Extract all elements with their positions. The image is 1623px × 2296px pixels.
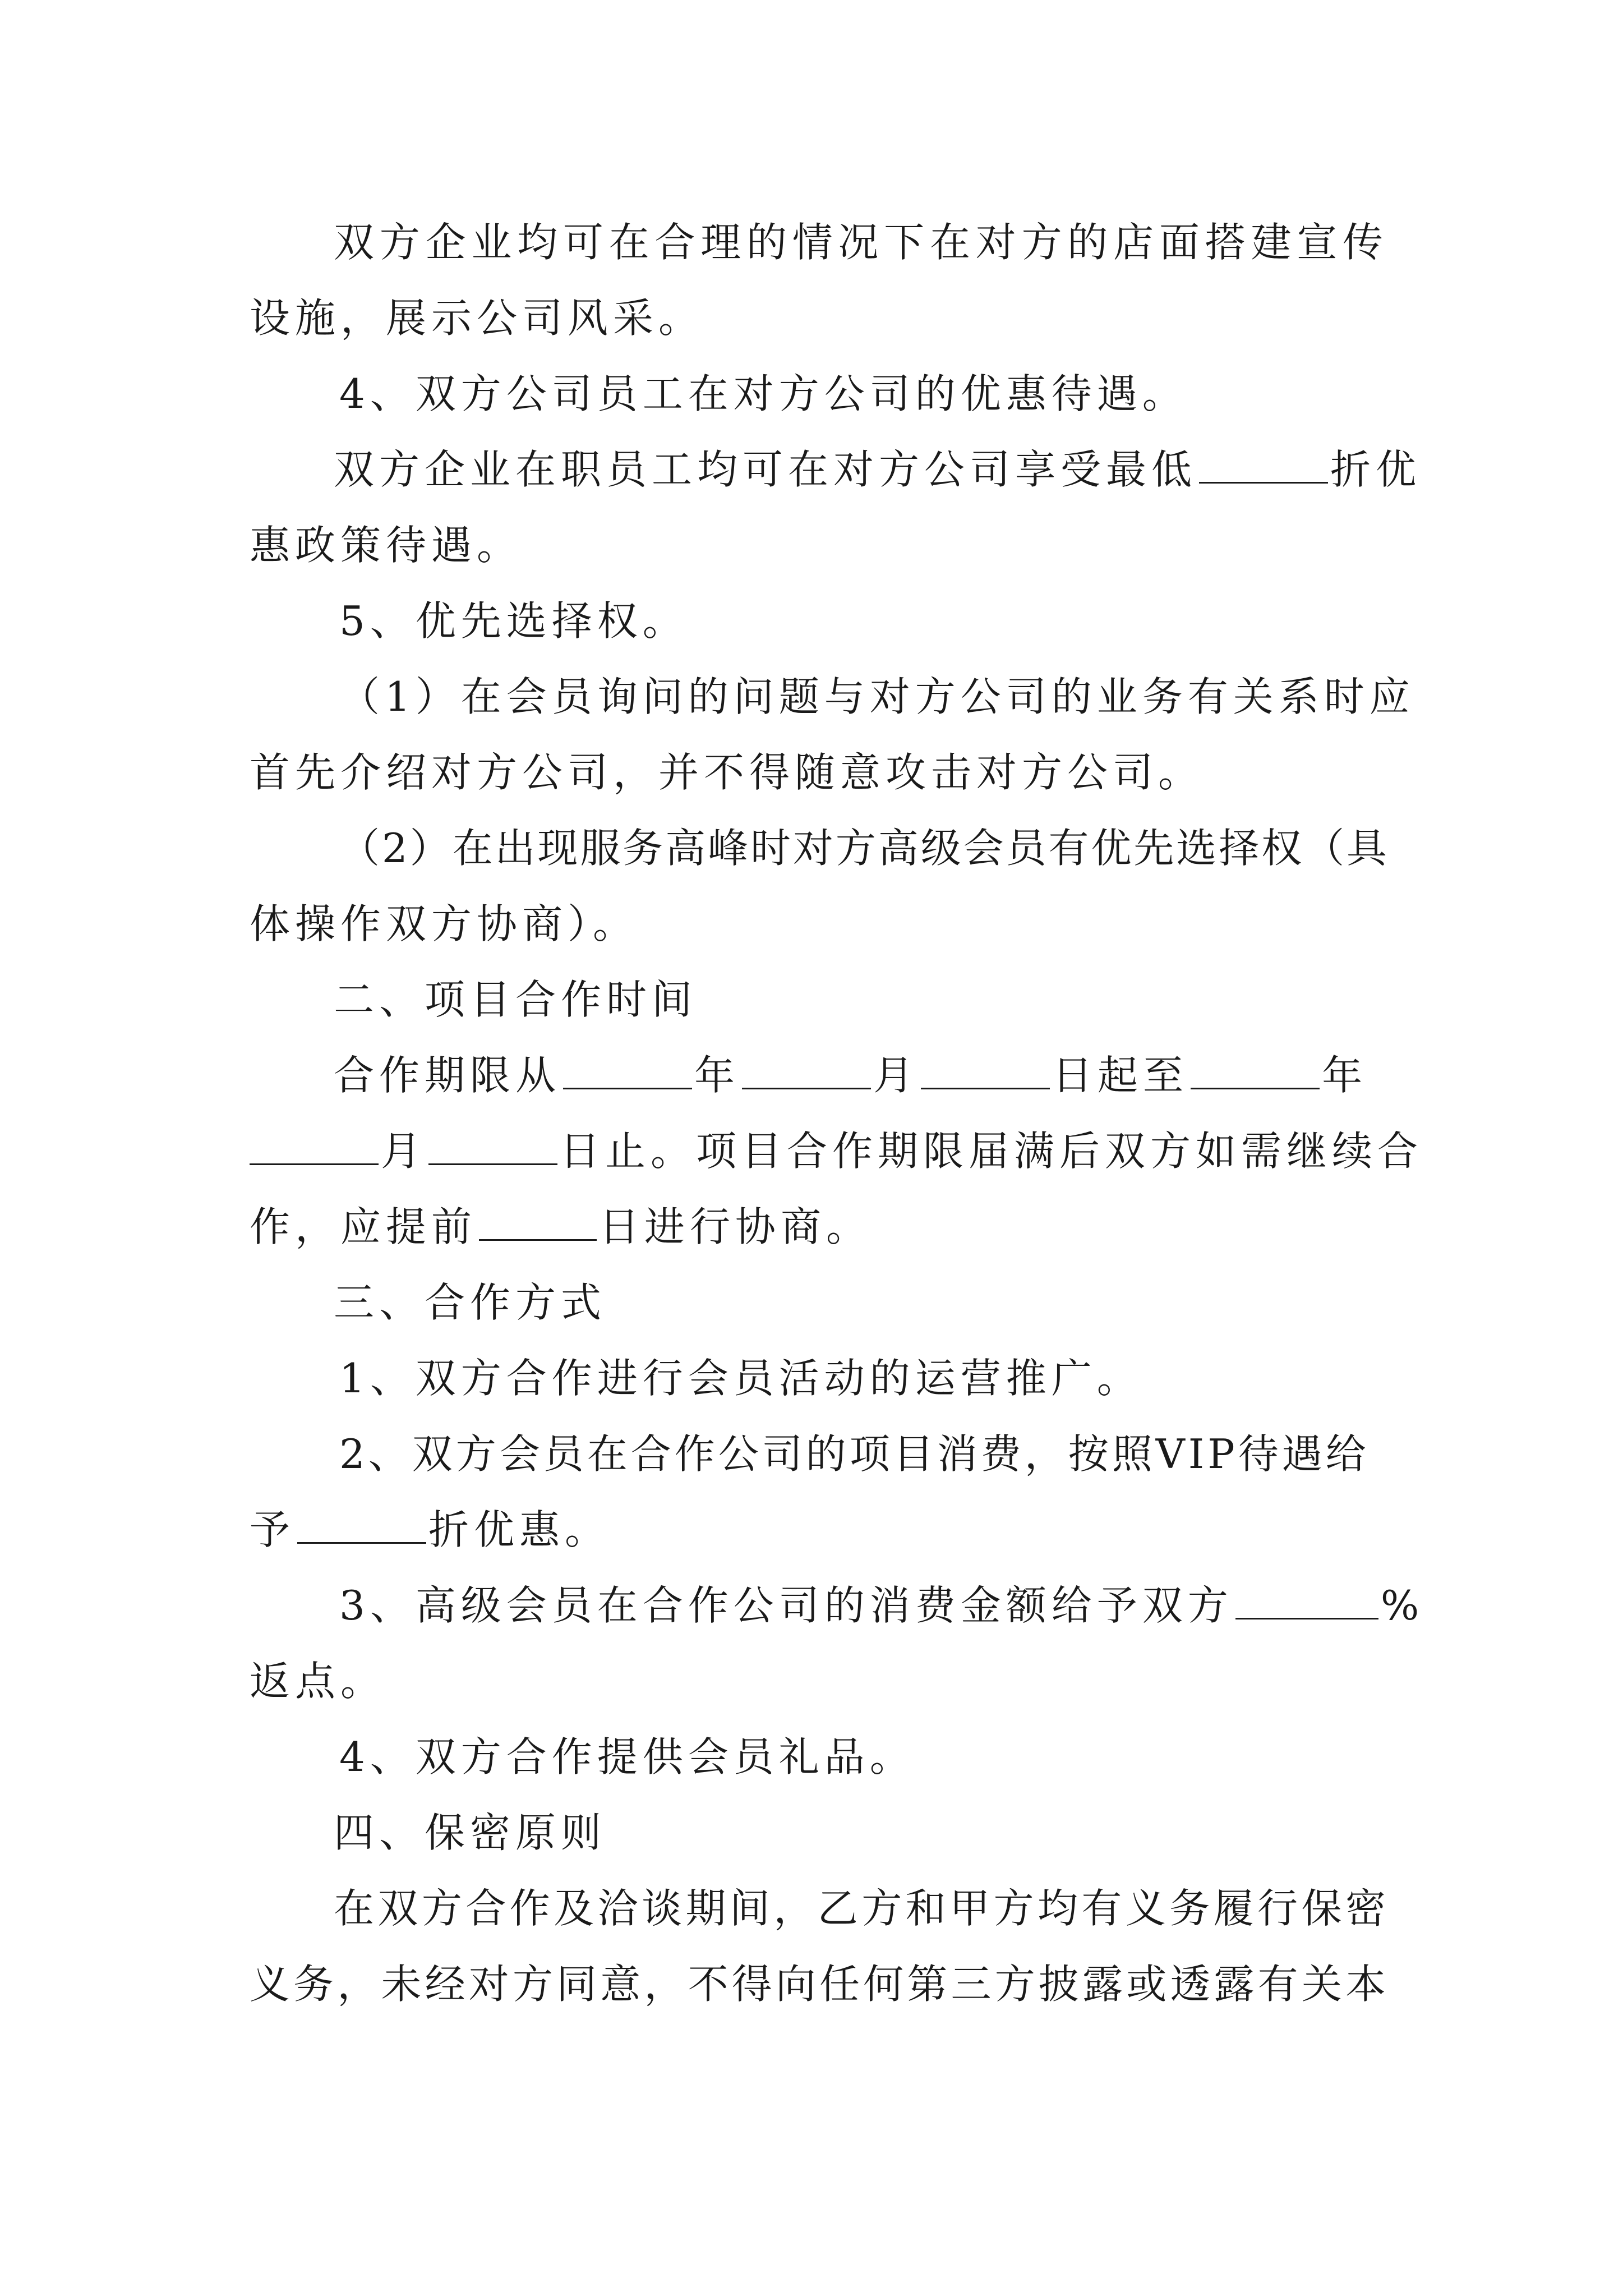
fill-in-blank[interactable] [1191, 1053, 1320, 1089]
text-segment: 双方企业在职员工均可在对方公司享受最低 [334, 446, 1197, 493]
fill-in-blank[interactable] [742, 1053, 871, 1089]
paragraph-line: （1）在会员询问的问题与对方公司的业务有关系时应 [339, 673, 1415, 720]
text-segment: 日止。项目合作期限届满后双方如需继续合 [560, 1128, 1423, 1175]
fill-in-blank[interactable] [1199, 447, 1328, 484]
paragraph-line: 1、双方合作进行会员活动的运营推广。 [339, 1355, 1142, 1402]
paragraph-line: 设施，展示公司风采。 [250, 295, 704, 342]
paragraph-line [334, 436, 1422, 503]
text-segment: % [1380, 1582, 1424, 1629]
text-segment: 年 [694, 1052, 740, 1099]
paragraph-line [250, 1496, 1388, 1563]
text-segment: 年 [1322, 1052, 1368, 1099]
text-segment: 日进行协商。 [599, 1203, 872, 1250]
paragraph-line: 体操作双方协商）。 [250, 900, 639, 947]
text-segment: 合作期限从 [334, 1052, 561, 1099]
text-segment: 月 [381, 1128, 427, 1175]
section-heading: 二、项目合作时间 [334, 976, 698, 1023]
text-segment: 予 [250, 1506, 296, 1553]
text-segment: 折优惠。 [428, 1506, 611, 1553]
paragraph-line: 返点。 [250, 1658, 386, 1705]
paragraph-line [339, 1572, 1424, 1639]
text-segment: 3、高级会员在合作公司的消费金额给予双方 [339, 1582, 1233, 1629]
text-segment: 日起至 [1052, 1052, 1189, 1099]
text-segment: 月 [873, 1052, 919, 1099]
paragraph-line [250, 1193, 1388, 1260]
section-heading: 三、合作方式 [334, 1279, 607, 1326]
paragraph-line: 义务，未经对方同意，不得向任何第三方披露或透露有关本 [250, 1961, 1388, 2008]
paragraph-line: 双方企业均可在合理的情况下在对方的店面搭建宣传 [334, 219, 1388, 266]
paragraph-line: 首先介绍对方公司，并不得随意攻击对方公司。 [250, 749, 1204, 796]
fill-in-blank[interactable] [563, 1053, 692, 1089]
paragraph-line: 惠政策待遇。 [250, 522, 523, 569]
paragraph-line: （2）在出现服务高峰时对方高级会员有优先选择权（具 [339, 825, 1388, 872]
fill-in-blank[interactable] [1235, 1583, 1378, 1619]
fill-in-blank[interactable] [250, 1129, 379, 1165]
paragraph-line [334, 1042, 1388, 1109]
text-segment: 作，应提前 [250, 1203, 477, 1250]
paragraph-line: 2、双方会员在合作公司的项目消费，按照VIP待遇给 [339, 1430, 1370, 1478]
paragraph-line: 在双方合作及洽谈期间，乙方和甲方均有义务履行保密 [334, 1885, 1388, 1932]
section-heading: 四、保密原则 [334, 1809, 607, 1856]
paragraph-line [250, 1117, 1423, 1185]
fill-in-blank[interactable] [479, 1204, 597, 1241]
fill-in-blank[interactable] [428, 1129, 557, 1165]
section-item-heading: 4、双方公司员工在对方公司的优惠待遇。 [339, 370, 1188, 417]
fill-in-blank[interactable] [297, 1507, 426, 1544]
section-item-heading: 5、优先选择权。 [339, 597, 688, 645]
paragraph-line: 4、双方合作提供会员礼品。 [339, 1733, 915, 1780]
text-segment: 折优 [1330, 446, 1422, 493]
fill-in-blank[interactable] [921, 1053, 1050, 1089]
